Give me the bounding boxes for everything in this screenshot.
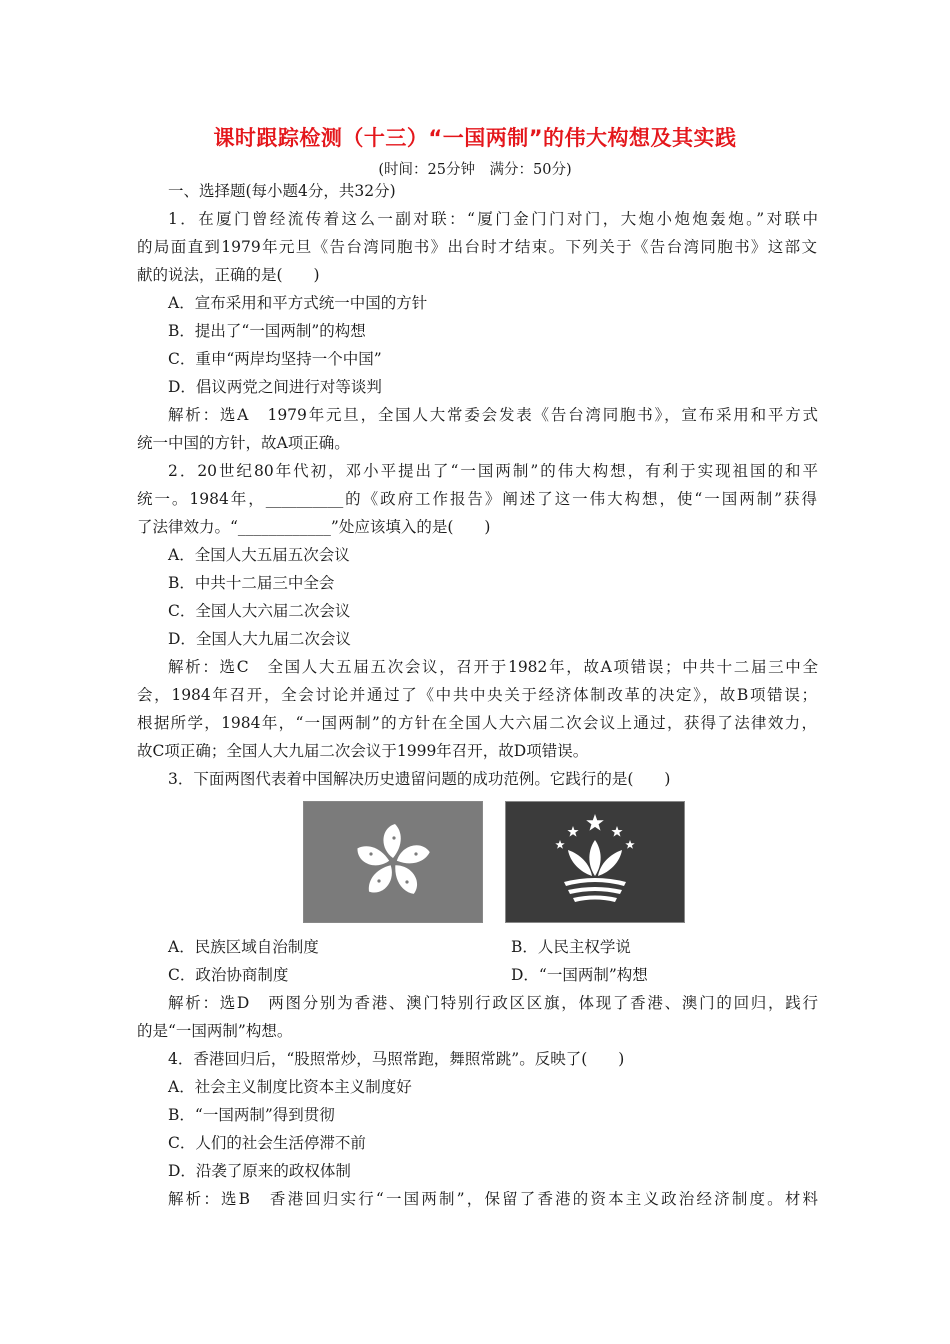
question-4-option-b: B．“一国两制”得到贯彻 bbox=[168, 1106, 335, 1124]
question-1-option-a: A．宣布采用和平方式统一中国的方针 bbox=[168, 294, 428, 312]
question-3-option-d: D．“一国两制”构想 bbox=[511, 966, 648, 984]
question-2-line-2: 统一。1984年，__________的《政府工作报告》阐述了这一伟大构想，使“一国两制”获得 bbox=[137, 490, 817, 508]
question-4-option-c: C．人们的社会生活停滞不前 bbox=[168, 1134, 366, 1152]
question-3-option-b: B．人民主权学说 bbox=[511, 938, 631, 956]
question-2-line-3: 了法律效力。“____________”处应该填入的是( ) bbox=[137, 518, 491, 536]
hong-kong-flag-image bbox=[303, 801, 483, 923]
question-3-analysis-1: 解析：选D 两图分别为香港、澳门特别行政区区旗，体现了香港、澳门的回归，践行 bbox=[168, 994, 818, 1012]
question-1-option-c: C．重申“两岸均坚持一个中国” bbox=[168, 350, 382, 368]
question-2-analysis-4: 故C项正确；全国人大九届二次会议于1999年召开，故D项错误。 bbox=[137, 742, 589, 760]
question-1-analysis-1: 解析：选A 1979年元旦，全国人大常委会发表《告台湾同胞书》，宣布采用和平方式 bbox=[168, 406, 818, 424]
question-1-analysis-2: 统一中国的方针，故A项正确。 bbox=[137, 434, 350, 452]
question-4-option-a: A．社会主义制度比资本主义制度好 bbox=[168, 1078, 412, 1096]
question-1-option-d: D．倡议两党之间进行对等谈判 bbox=[168, 378, 382, 396]
question-1-line-1: 1．在厦门曾经流传着这么一副对联：“厦门金门门对门，大炮小炮炮轰炮。”对联中 bbox=[168, 210, 818, 228]
lotus-emblem bbox=[506, 802, 684, 922]
question-3-option-c: C．政治协商制度 bbox=[168, 966, 289, 984]
question-3-analysis-2: 的是“一国两制”构想。 bbox=[137, 1022, 293, 1040]
bauhinia-emblem bbox=[304, 802, 482, 922]
macau-flag-image bbox=[505, 801, 685, 923]
question-2-option-a: A．全国人大五届五次会议 bbox=[168, 546, 350, 564]
question-3-option-a: A．民族区域自治制度 bbox=[168, 938, 319, 956]
question-4-line-1: 4．香港回归后，“股照常炒，马照常跑，舞照常跳”。反映了( ) bbox=[168, 1050, 625, 1068]
question-2-analysis-1: 解析：选C 全国人大五届五次会议，召开于1982年，故A项错误；中共十二届三中全 bbox=[168, 658, 818, 676]
question-4-option-d: D．沿袭了原来的政权体制 bbox=[168, 1162, 351, 1180]
question-2-option-b: B．中共十二届三中全会 bbox=[168, 574, 335, 592]
question-1-line-2: 的局面直到1979年元旦《告台湾同胞书》出台时才结束。下列关于《告台湾同胞书》这部文 bbox=[137, 238, 817, 256]
question-2-analysis-3: 根据所学，1984年，“一国两制”的方针在全国人大六届二次会议上通过，获得了法律效力， bbox=[137, 714, 817, 732]
question-4-analysis-1: 解析：选B 香港回归实行“一国两制”，保留了香港的资本主义政治经济制度。材料 bbox=[168, 1190, 818, 1208]
page-title: 课时跟踪检测（十三）“一国两制”的伟大构想及其实践 bbox=[213, 126, 737, 150]
question-1-option-b: B．提出了“一国两制”的构想 bbox=[168, 322, 366, 340]
petal-1 bbox=[383, 824, 400, 858]
question-2-option-c: C．全国人大六届二次会议 bbox=[168, 602, 351, 620]
question-2-analysis-2: 会，1984年召开，全会讨论并通过了《中共中央关于经济体制改革的决定》，故B项错误； bbox=[137, 686, 817, 704]
question-2-line-1: 2．20世纪80年代初，邓小平提出了“一国两制”的伟大构想，有利于实现祖国的和平 bbox=[168, 462, 818, 480]
question-3-line-1: 3．下面两图代表着中国解决历史遗留问题的成功范例。它践行的是( ) bbox=[168, 770, 671, 788]
question-2-option-d: D．全国人大九届二次会议 bbox=[168, 630, 351, 648]
time-score-info: (时间：25分钟 满分：50分) bbox=[378, 162, 572, 178]
question-1-line-3: 献的说法，正确的是( ) bbox=[137, 266, 320, 284]
section-heading: 一、选择题(每小题4分，共32分) bbox=[168, 182, 396, 200]
